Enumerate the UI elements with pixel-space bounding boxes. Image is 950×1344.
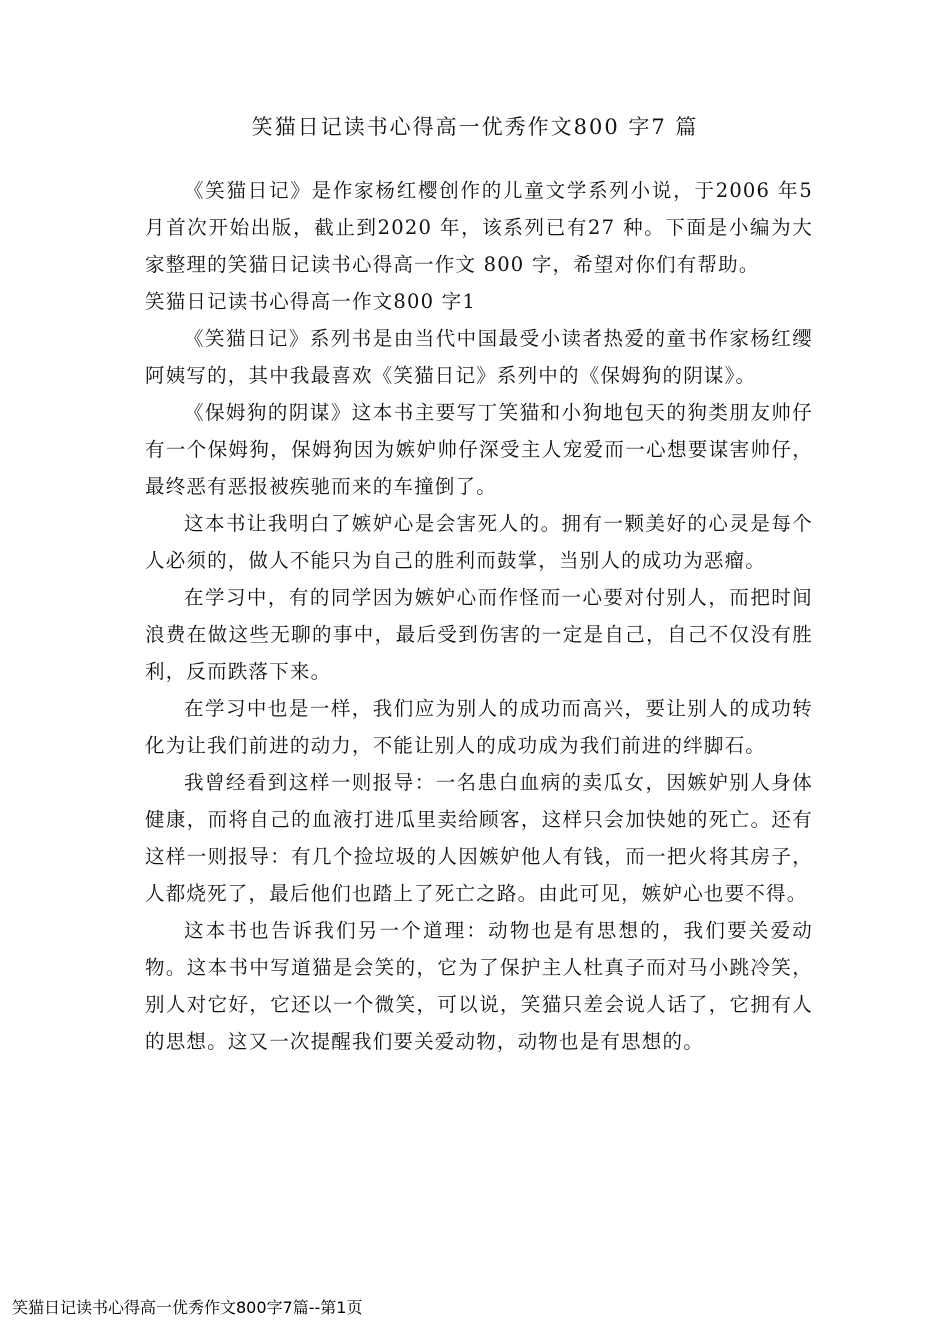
document-title: 笑猫日记读书心得高一优秀作文800 字7 篇 — [251, 115, 699, 139]
document-body — [145, 172, 813, 1060]
section-heading: 笑猫日记读书心得高一作文800 字1 — [145, 290, 476, 313]
body-paragraph: 在学习中也是一样，我们应为别人的成功而高兴，要让别人的成功转化为让我们前进的动力，不能让别人的成功成为我们前进的绊脚石。 — [145, 697, 813, 757]
body-paragraph: 这本书让我明白了嫉妒心是会害死人的。拥有一颗美好的心灵是每个人必须的，做人不能只为自己的胜利而鼓掌，当别人的成功为恶瘤。 — [145, 512, 813, 572]
body-paragraph: 我曾经看到这样一则报导：一名患白血病的卖瓜女，因嫉妒别人身体健康，而将自己的血液打进瓜里卖给顾客，这样只会加快她的死亡。还有这样一则报导：有几个捡垃圾的人因嫉妒他人有钱，而一把火将其房子，人都烧死了，最后他们也踏上了死亡之路。由此可见，嫉妒心也要不得。 — [145, 771, 813, 905]
intro-paragraph: 《笑猫日记》是作家杨红樱创作的儿童文学系列小说，于2006 年5 月首次开始出版，截止到2020 年，该系列已有27 种。下面是小编为大家整理的笑猫日记读书心得高一作文 800 字，希望对你们有帮助。 — [145, 179, 813, 276]
page-footer: 笑猫日记读书心得高一优秀作文800字7篇--第1页 — [12, 1298, 363, 1317]
body-paragraph: 这本书也告诉我们另一个道理：动物也是有思想的，我们要关爱动物。这本书中写道猫是会笑的，它为了保护主人杜真子而对马小跳冷笑，别人对它好，它还以一个微笑，可以说，笑猫只差会说人话了，它拥有人的思想。这又一次提醒我们要关爱动物，动物也是有思想的。 — [145, 919, 813, 1053]
body-paragraph: 《笑猫日记》系列书是由当代中国最受小读者热爱的童书作家杨红缨阿姨写的，其中我最喜欢《笑猫日记》系列中的《保姆狗的阴谋》。 — [145, 327, 813, 387]
body-paragraph: 《保姆狗的阴谋》这本书主要写丁笑猫和小狗地包天的狗类朋友帅仔有一个保姆狗，保姆狗因为嫉妒帅仔深受主人宠爱而一心想要谋害帅仔，最终恶有恶报被疾驰而来的车撞倒了。 — [145, 401, 813, 498]
body-paragraph: 在学习中，有的同学因为嫉妒心而作怪而一心要对付别人，而把时间浪费在做这些无聊的事中，最后受到伤害的一定是自己，自己不仅没有胜利，反而跌落下来。 — [145, 586, 813, 683]
